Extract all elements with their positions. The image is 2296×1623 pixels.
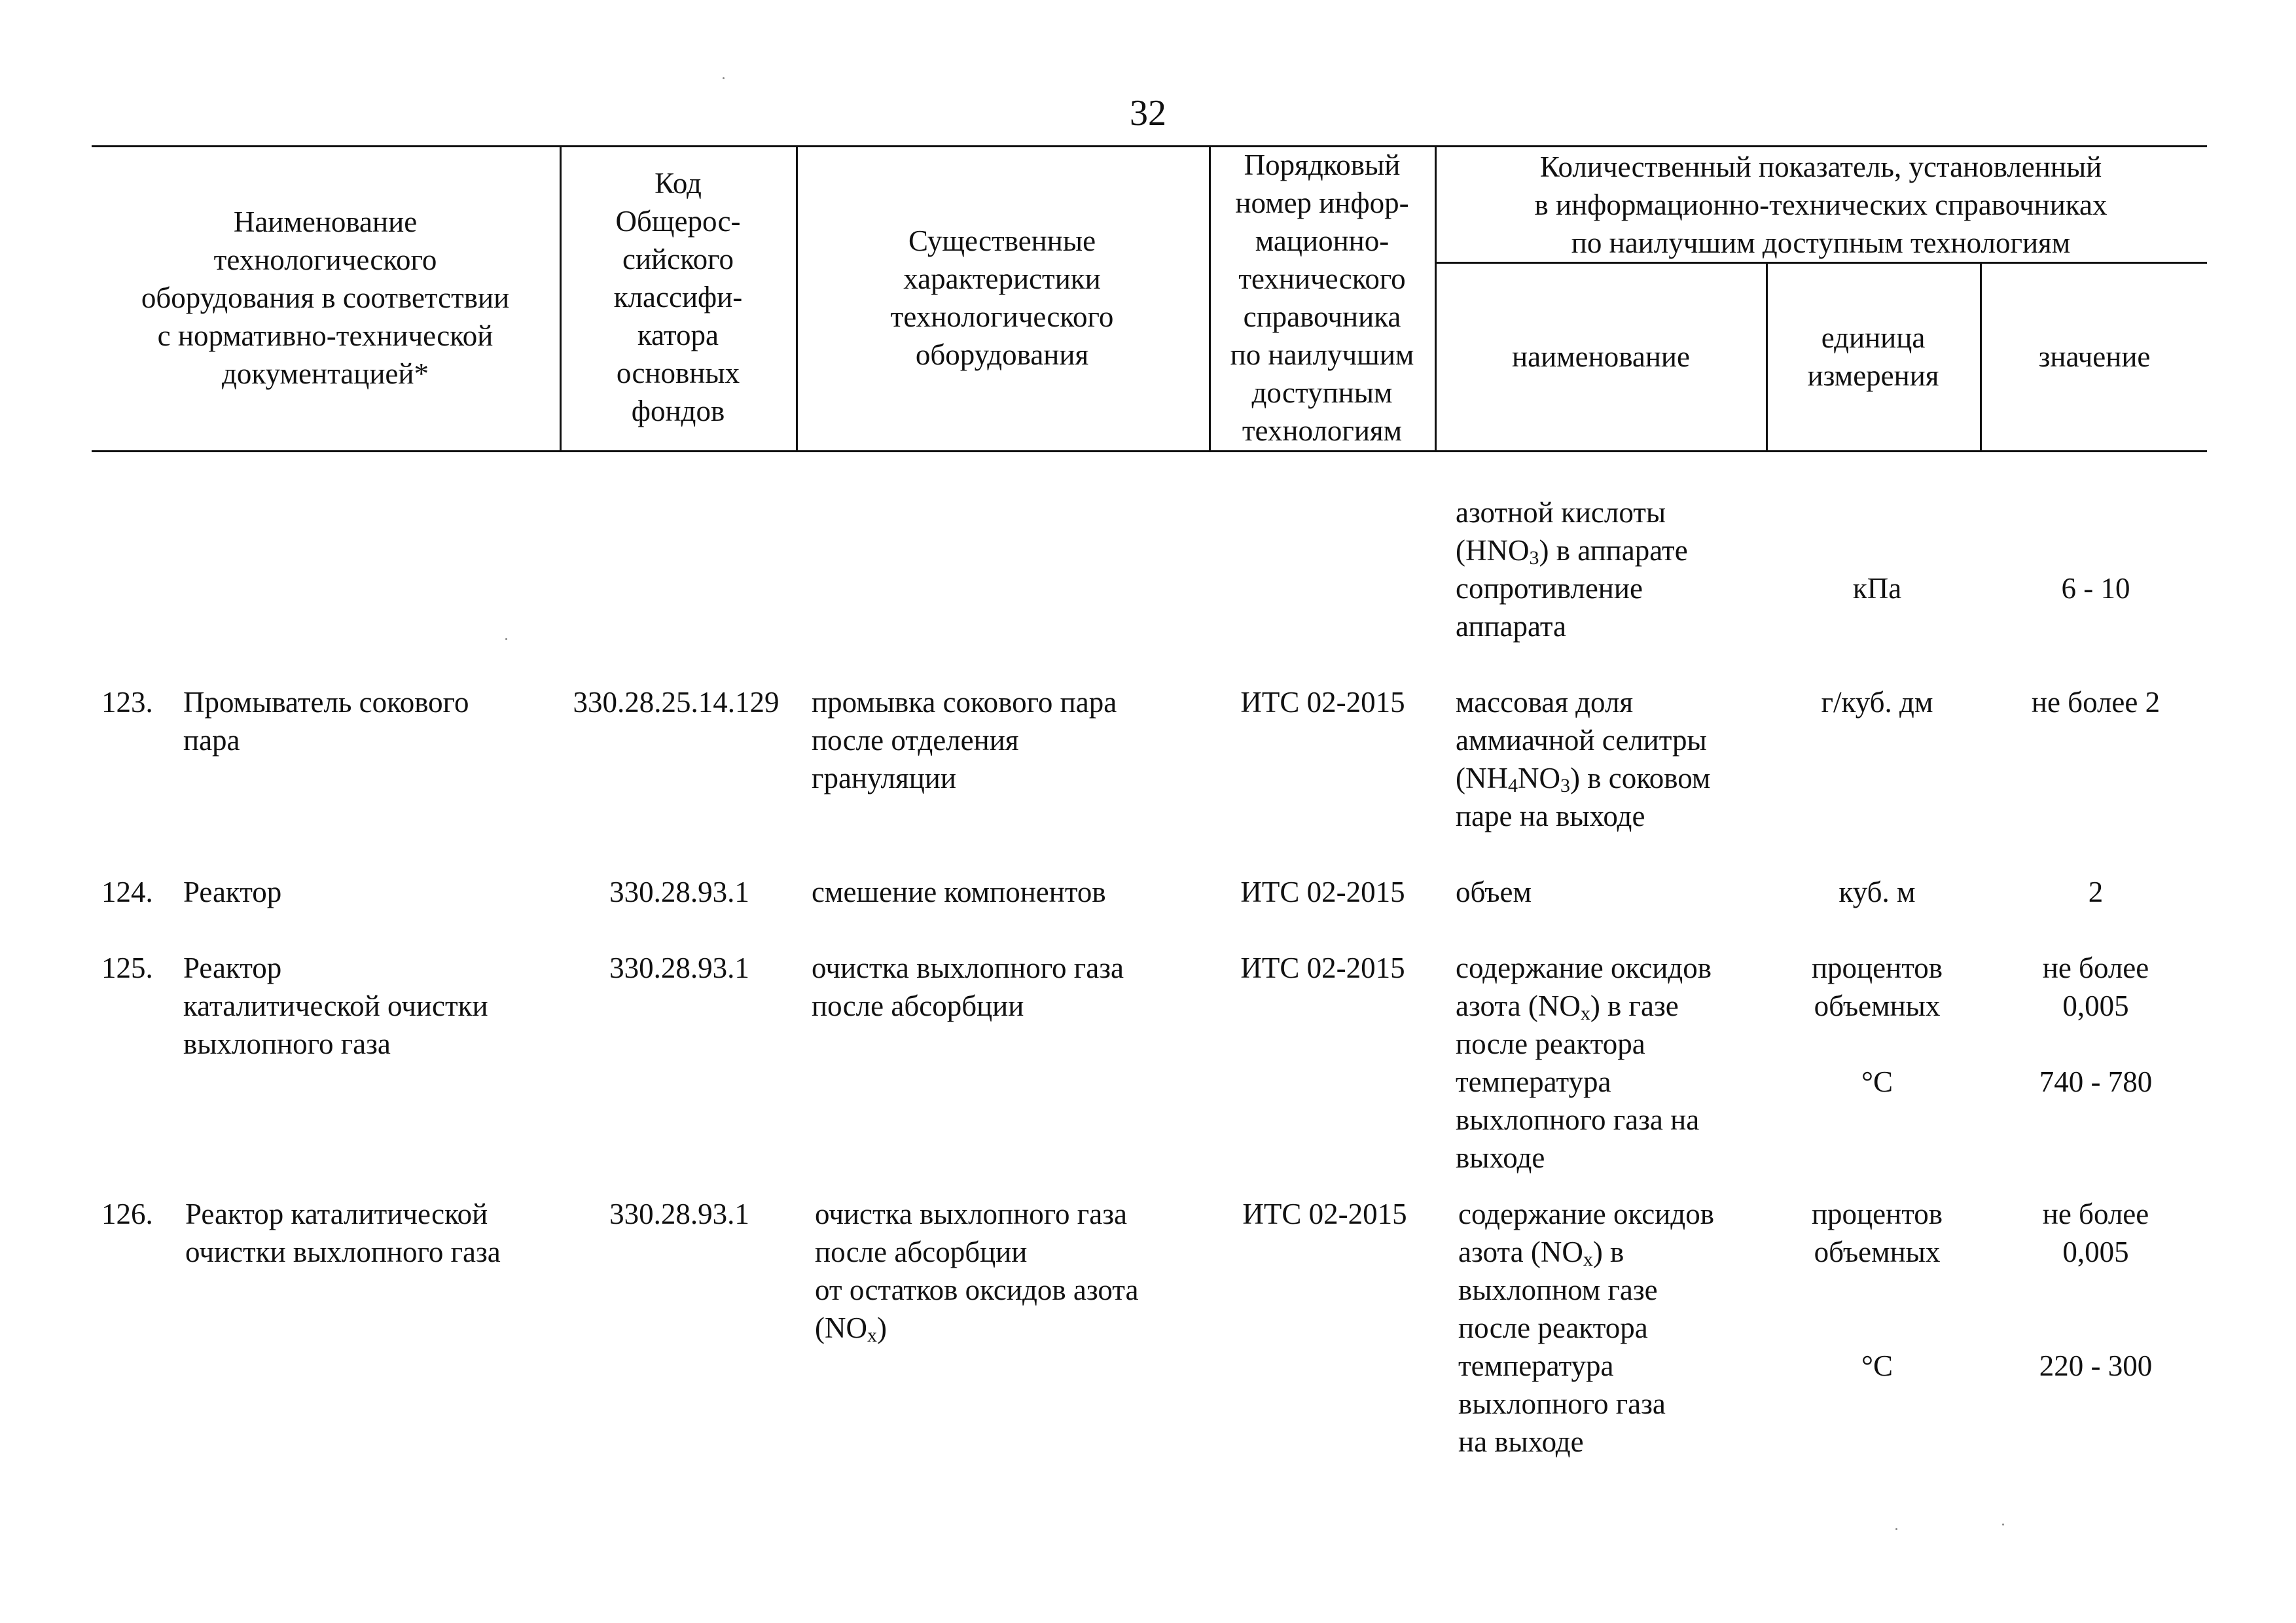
header-bottom-rule [92, 450, 2207, 452]
header-value: значение [2038, 340, 2151, 373]
page-number: 32 [1130, 93, 1166, 134]
scan-speck [505, 638, 507, 640]
table-top-rule [92, 145, 2207, 147]
col-divider-1 [560, 145, 562, 452]
col-divider-2 [796, 145, 798, 452]
col-divider-6 [1980, 262, 1982, 452]
header-indicator-name: наименование [1512, 340, 1690, 373]
quant-header-rule [1435, 262, 2207, 264]
col-divider-3 [1209, 145, 1211, 452]
scan-speck [1895, 1528, 1897, 1530]
scan-speck [723, 77, 725, 79]
col-divider-5 [1766, 262, 1768, 452]
scan-speck [2002, 1524, 2004, 1525]
col-divider-4 [1435, 145, 1437, 452]
